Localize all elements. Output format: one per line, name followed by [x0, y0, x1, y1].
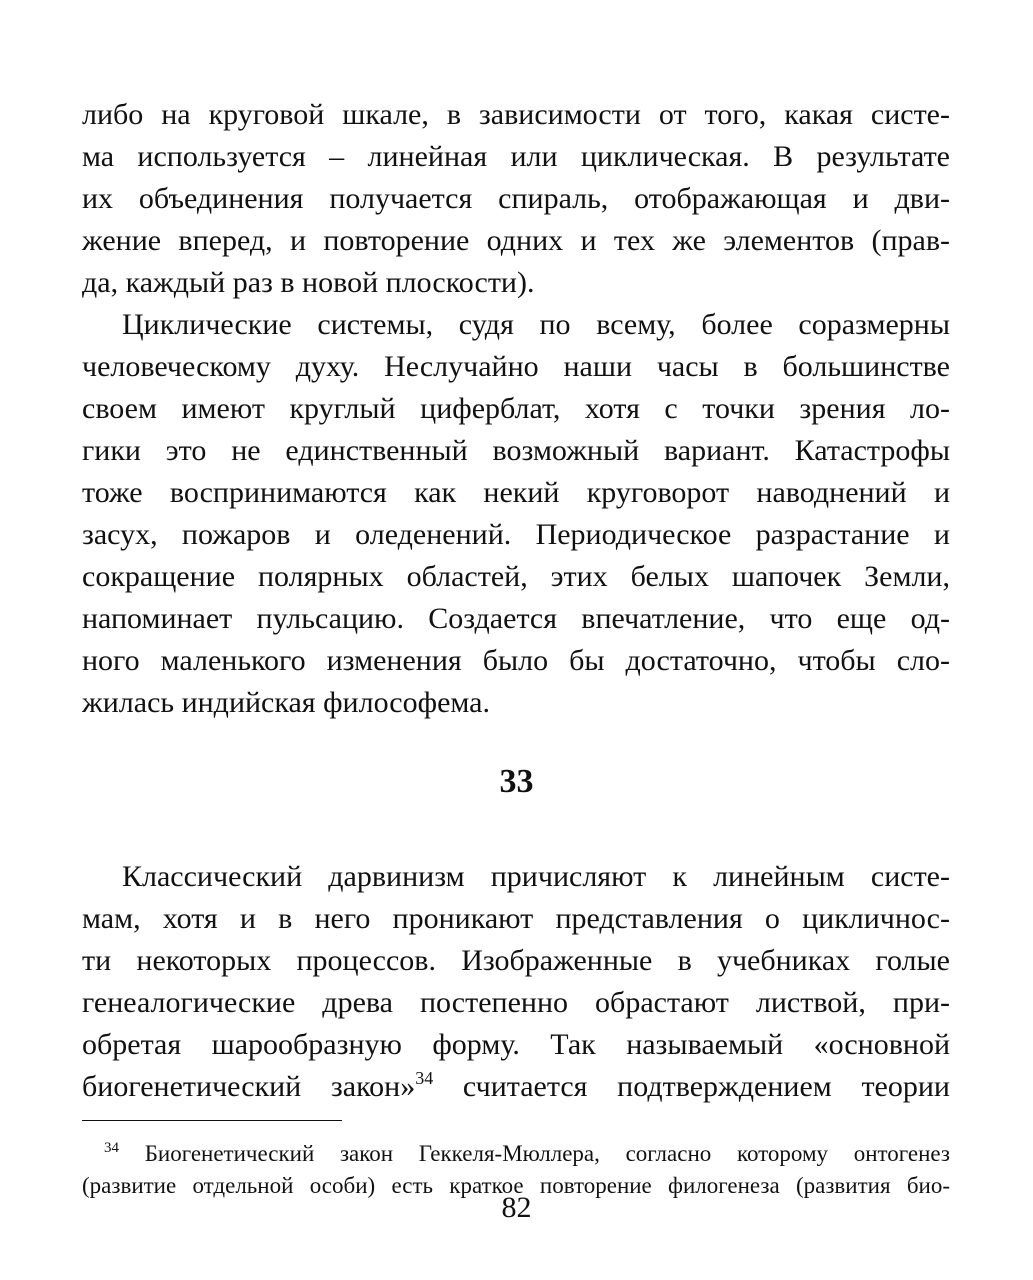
text-before-ref: биогенетический закон»	[82, 1070, 416, 1103]
paragraph-line: генеалогические древа постепенно обрастают листвой, при-	[82, 986, 950, 1019]
paragraph-line: засух, пожаров и оледенений. Периодическое разрастание и	[82, 518, 950, 551]
footnote-line: (развитие отдельной особи) есть краткое повторение филогенеза (развития био-	[82, 1173, 950, 1198]
paragraph-line: жение вперед, и повторение одних и тех же элементов (прав-	[82, 224, 950, 257]
paragraph-line: своем имеют круглый циферблат, хотя с точки зрения ло-	[82, 392, 950, 425]
paragraph-line: сокращение полярных областей, этих белых шапочек Земли,	[82, 560, 950, 593]
text-after-ref: считается подтверждением теории	[433, 1070, 950, 1103]
page-number: 82	[501, 1191, 532, 1224]
footnote-text: Биогенетический закон Геккеля-Мюллера, согласно которому онтогенез	[119, 1141, 950, 1166]
footnote-line	[104, 1138, 950, 1170]
paragraph-line-with-footnote-ref	[82, 1066, 950, 1108]
paragraph-line: обретая шарообразную форму. Так называемый «основной	[82, 1028, 950, 1061]
paragraph-line: да, каждый раз в новой плоскости).	[82, 266, 535, 299]
paragraph-line: гики это не единственный возможный вариант. Катастрофы	[82, 434, 950, 467]
paragraph-line: их объединения получается спираль, отображающая и дви-	[82, 182, 950, 215]
paragraph-line: жилась индийская философема.	[82, 686, 490, 719]
paragraph-line: напоминает пульсацию. Создается впечатление, что еще од-	[82, 602, 950, 635]
paragraph-line: мам, хотя и в него проникают представления о цикличнос-	[82, 902, 950, 935]
paragraph-line: ма используется – линейная или циклическая. В результате	[82, 140, 950, 173]
footnote-mark: 34	[104, 1140, 119, 1156]
paragraph-line: ти некоторых процессов. Изображенные в учебниках голые	[82, 944, 950, 977]
paragraph-line: Циклические системы, судя по всему, более соразмерны	[122, 308, 950, 341]
paragraph-line: человеческому духу. Неслучайно наши часы в большинстве	[82, 350, 950, 383]
paragraph-line: либо на круговой шкале, в зависимости от того, какая систе-	[82, 98, 950, 131]
paragraph-line: тоже воспринимаются как некий круговорот наводнений и	[82, 476, 950, 509]
footnote-separator	[82, 1120, 342, 1121]
paragraph-line: Классический дарвинизм причисляют к линейным систе-	[122, 860, 950, 893]
section-number: 33	[499, 763, 534, 800]
paragraph-line: ного маленького изменения было бы достаточно, чтобы сло-	[82, 644, 950, 677]
footnote-reference[interactable]: 34	[415, 1068, 434, 1088]
